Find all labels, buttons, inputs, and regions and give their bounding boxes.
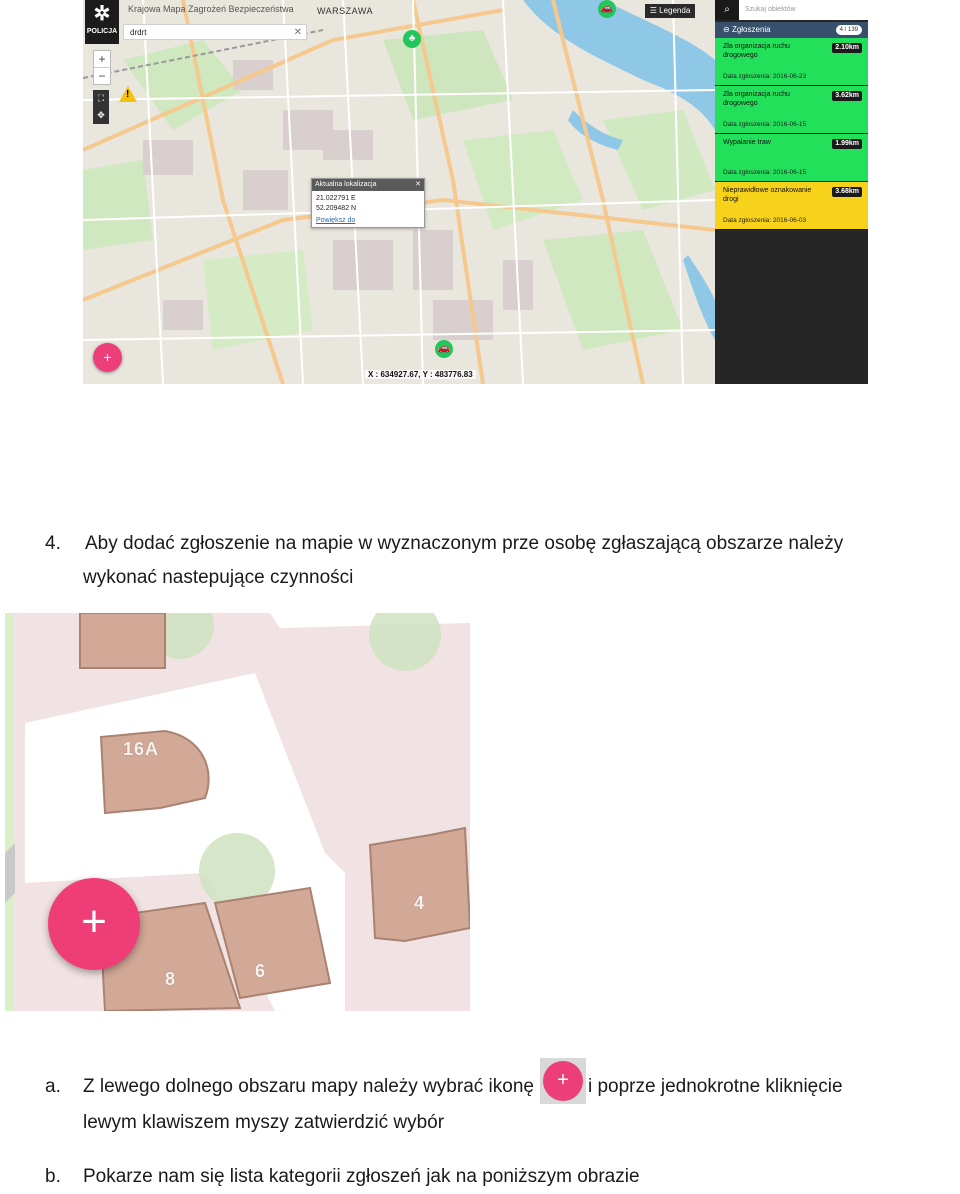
distance-badge: 1.99km bbox=[832, 139, 862, 149]
object-search-input[interactable]: Szukaj obiektów bbox=[739, 0, 868, 20]
popup-header: Aktualna lokalizacja ✕ bbox=[312, 179, 424, 191]
longitude-value: 21.022791 E bbox=[316, 195, 356, 202]
map-app-screenshot bbox=[83, 0, 868, 384]
zoom-out-button[interactable]: − bbox=[94, 67, 110, 84]
step-4-text: 4. Aby dodać zgłoszenie na mapie w wyznaczonym prze osobę zgłaszającą obszarze należy wykonać nastepujące czynności bbox=[45, 533, 844, 588]
building-number: 8 bbox=[165, 969, 177, 989]
zoom-in-button[interactable]: + bbox=[98, 52, 106, 66]
building-number: 6 bbox=[255, 961, 267, 981]
city-label: WARSZAWA bbox=[317, 6, 373, 16]
latitude-value: 52.209482 N bbox=[316, 205, 357, 212]
distance-badge: 3.68km bbox=[832, 187, 862, 197]
report-pin-icon[interactable]: ♣ bbox=[403, 30, 421, 48]
reports-panel bbox=[715, 0, 868, 384]
building-number: 4 bbox=[414, 893, 426, 913]
report-item[interactable]: Zła organizacja ruchu drogowego Data zgłoszenia: 2016-06-15 3.62km bbox=[715, 86, 868, 134]
warning-icon[interactable]: ! bbox=[119, 86, 137, 102]
step-a-text: a. Z lewego dolnego obszaru mapy należy wybrać ikonę + i poprze jednokrotne kliknięcie lewym klawiszem myszy zatwierdzić wybór bbox=[45, 1064, 960, 1140]
report-item[interactable]: Zła organizacja ruchu drogowego Data zgłoszenia: 2016-06-23 2.10km bbox=[715, 38, 868, 86]
building-number: 16A bbox=[123, 739, 160, 759]
report-item[interactable]: Wypalanie traw Data zgłoszenia: 2016-06-15 1.99km bbox=[715, 134, 868, 182]
report-pin-icon[interactable]: 🚗 bbox=[435, 340, 453, 358]
zoom-control bbox=[93, 50, 111, 85]
app-title: Krajowa Mapa Zagrożeń Bezpieczeństwa bbox=[128, 4, 294, 14]
distance-badge: 3.62km bbox=[832, 91, 862, 101]
legend-button[interactable]: ☰ Legenda bbox=[645, 4, 695, 18]
reports-count: 4 / 139 bbox=[836, 25, 862, 35]
add-report-button[interactable]: + bbox=[48, 878, 140, 970]
map-tools bbox=[93, 90, 109, 124]
police-logo: ✲ POLICJA bbox=[85, 0, 119, 44]
locate-icon[interactable]: ✥ bbox=[97, 110, 105, 120]
zoomed-map-screenshot bbox=[5, 613, 470, 1011]
object-search bbox=[715, 0, 868, 20]
zoom-to-link[interactable]: Powiększ do bbox=[316, 217, 356, 224]
map-canvas[interactable] bbox=[83, 0, 715, 384]
reports-header[interactable]: ⊖ Zgłoszenia 4 / 139 bbox=[715, 22, 868, 38]
fullscreen-icon[interactable]: ⛶ bbox=[97, 93, 105, 103]
clear-icon[interactable]: ✕ bbox=[293, 27, 302, 38]
location-popup bbox=[311, 178, 425, 228]
collapse-icon: ⊖ bbox=[723, 25, 730, 34]
add-report-button[interactable]: + bbox=[93, 343, 122, 372]
distance-badge: 2.10km bbox=[832, 43, 862, 53]
search-icon[interactable]: ⌕ bbox=[715, 0, 739, 20]
map-search-input[interactable]: drdrt ✕ bbox=[123, 24, 307, 40]
close-icon[interactable]: ✕ bbox=[415, 181, 421, 188]
add-report-icon: + bbox=[540, 1058, 586, 1104]
report-item[interactable]: Nieprawidłowe oznakowanie drogi Data zgłoszenia: 2016-06-03 3.68km bbox=[715, 182, 868, 230]
step-b-text: b. Pokarze nam się lista kategorii zgłoszeń jak na poniższym obrazie bbox=[45, 1166, 640, 1187]
coordinates-readout: X : 634927.67, Y : 483776.83 bbox=[365, 370, 476, 379]
report-pin-icon[interactable]: 🚗 bbox=[598, 0, 616, 18]
